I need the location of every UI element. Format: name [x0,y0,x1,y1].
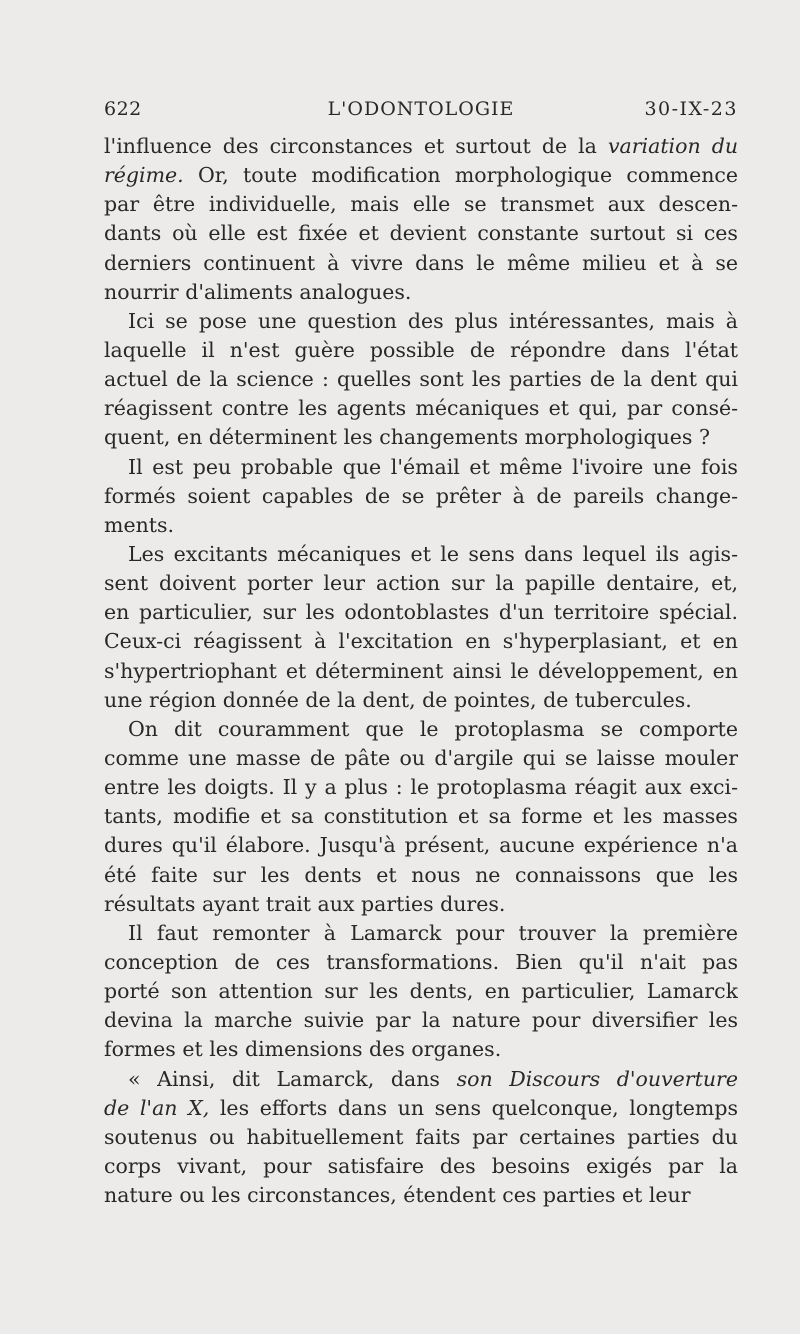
text-segment: formes et les dimensions des organes. [104,1037,502,1062]
italic-text: régime. [104,163,184,188]
text-line [104,890,738,919]
text-segment: nourrir d'aliments analogues. [104,279,412,304]
text-line [104,278,738,307]
text-line [104,977,738,1006]
text-line [104,190,738,219]
text-segment: entre les doigts. Il y a plus : le protoplasma réagit aux exci- [104,775,738,800]
text-line [104,715,738,744]
text-line [104,511,738,540]
body-text [104,132,738,1210]
text-line [104,394,738,423]
italic-text: variation du [607,134,738,158]
text-segment: quent, en déterminent les changements morphologiques ? [104,425,710,450]
text-line [104,307,738,336]
text-line [104,1006,738,1035]
running-head [104,98,738,124]
text-segment: formés soient capables de se prêter à de pareils change- [104,483,738,508]
text-segment: Les excitants mécaniques et le sens dans lequel ils agis- [128,541,738,566]
text-line [104,598,738,627]
text-line [104,773,738,802]
text-line [104,686,738,715]
text-segment: ments. [104,512,175,537]
text-line [104,1035,738,1064]
text-line [104,1152,738,1181]
text-line [104,161,738,190]
text-segment: Or, toute modification morphologique commence [183,163,738,188]
text-segment: par être individuelle, mais elle se transmet aux descen- [104,192,738,217]
text-line [104,132,738,161]
italic-text: de l'an X, [104,1095,210,1120]
text-segment: une région donnée de la dent, de pointes, de tubercules. [104,687,692,712]
text-segment: résultats ayant trait aux parties dures. [104,891,506,916]
text-line [104,948,738,977]
text-segment: comme une masse de pâte ou d'argile qui se laisse mouler [104,745,738,770]
text-segment: « Ainsi, dit Lamarck, dans [128,1066,457,1091]
text-segment: derniers continuent à vivre dans le même milieu et à se [104,250,738,275]
journal-title: L'ODONTOLOGIE [327,98,515,120]
text-segment: laquelle il n'est guère possible de répondre dans l'état [104,337,738,362]
text-segment: tants, modifie et sa constitution et sa forme et les masses [104,804,738,829]
text-segment: Ici se pose une question des plus intéressantes, mais à [128,308,738,333]
text-segment: soutenus ou habituellement faits par certaines parties du [104,1124,738,1149]
text-line [104,365,738,394]
text-segment: Il est peu probable que l'émail et même l'ivoire une fois [128,454,738,479]
text-segment: l'influence des circonstances et surtout de la [104,134,608,158]
text-line [104,1094,738,1123]
page-number: 622 [104,98,142,120]
text-segment: s'hypertriophant et déterminent ainsi le développement, en [104,658,738,683]
text-line [104,569,738,598]
text-line [104,482,738,511]
issue-date: 30-IX-23 [644,98,738,120]
text-segment: les efforts dans un sens quelconque, longtemps [209,1095,738,1120]
text-segment: actuel de la science : quelles sont les parties de la dent qui [104,367,738,392]
text-segment: nature ou les circonstances, étendent ces parties et leur [104,1183,691,1208]
text-segment: Ceux-ci réagissent à l'excitation en s'hyperplasiant, et en [104,629,738,654]
text-line [104,919,738,948]
text-line [104,861,738,890]
text-segment: en particulier, sur les odontoblastes d'un territoire spécial. [104,600,738,625]
text-segment: conception de ces transformations. Bien qu'il n'ait pas [104,949,738,974]
text-line [104,540,738,569]
text-line [104,831,738,860]
italic-text: son Discours d'ouverture [456,1066,738,1091]
text-segment: Il faut remonter à Lamarck pour trouver la première [128,920,738,945]
text-segment: On dit couramment que le protoplasma se comporte [128,716,738,741]
text-line [104,1181,738,1210]
text-segment: devina la marche suivie par la nature pour diversifier les [104,1008,738,1033]
text-segment: corps vivant, pour satisfaire des besoins exigés par la [104,1153,738,1178]
text-segment: dants où elle est fixée et devient constante surtout si ces [104,221,738,246]
text-line [104,453,738,482]
text-segment: réagissent contre les agents mécaniques et qui, par consé- [104,396,738,421]
text-line [104,627,738,656]
text-line [104,802,738,831]
text-line [104,336,738,365]
text-line [104,1123,738,1152]
text-segment: dures qu'il élabore. Jusqu'à présent, aucune expérience n'a [104,833,738,858]
text-segment: sent doivent porter leur action sur la papille dentaire, et, [104,571,738,596]
text-segment: été faite sur les dents et nous ne connaissons que les [104,862,738,887]
text-line [104,249,738,278]
text-line [104,657,738,686]
text-segment: porté son attention sur les dents, en particulier, Lamarck [104,979,738,1004]
text-line [104,219,738,248]
text-line [104,423,738,452]
text-line [104,1065,738,1094]
text-line [104,744,738,773]
